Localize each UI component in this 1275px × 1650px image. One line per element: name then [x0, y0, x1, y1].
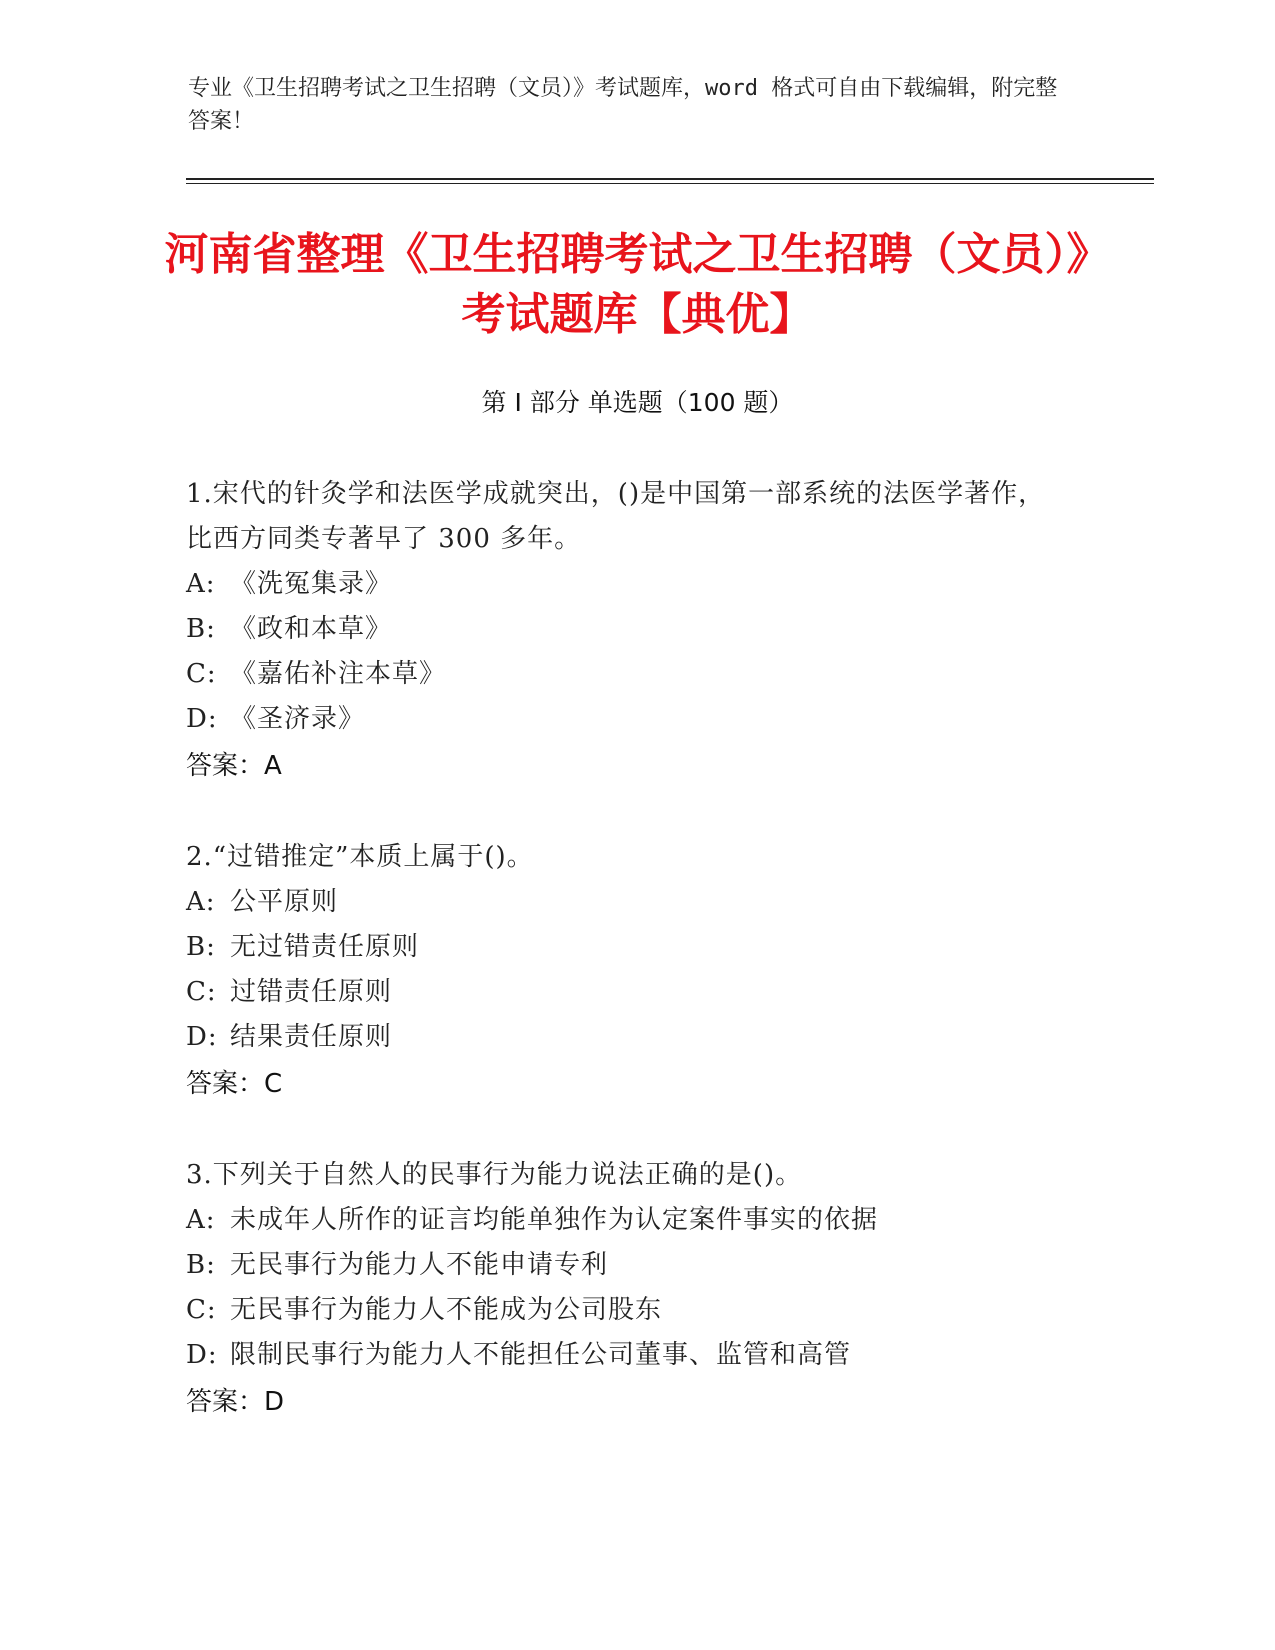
option-text: 无民事行为能力人不能申请专利 [230, 1250, 609, 1280]
option-text: 无过错责任原则 [230, 932, 420, 962]
question-option [186, 925, 1066, 970]
question-stem: 3.下列关于自然人的民事行为能力说法正确的是()。 [186, 1160, 803, 1190]
question-answer: 答案：D [186, 1387, 285, 1417]
question-block [186, 1153, 1066, 1426]
question-option [186, 607, 1066, 652]
question-block [186, 472, 1066, 790]
question-option [186, 970, 1066, 1015]
option-key: A: [186, 569, 216, 599]
option-text: 过错责任原则 [230, 977, 393, 1007]
option-text: 无民事行为能力人不能成为公司股东 [230, 1295, 663, 1325]
option-key: B: [186, 1250, 216, 1280]
question-option [186, 1198, 1066, 1243]
option-text: 《嘉佑补注本草》 [230, 659, 447, 689]
option-text: 公平原则 [230, 887, 339, 917]
question-option [186, 1288, 1066, 1333]
question-answer: 答案：A [186, 751, 282, 781]
option-key: D: [186, 704, 218, 734]
question-option [186, 562, 1066, 607]
option-text: 《洗冤集录》 [230, 569, 393, 599]
option-key: B: [186, 932, 216, 962]
question-option [186, 1243, 1066, 1288]
question-block [186, 835, 1066, 1108]
option-key: A: [186, 1205, 216, 1235]
option-key: C: [186, 659, 217, 689]
header-note: 专业《卫生招聘考试之卫生招聘（文员）》考试题库，word 格式可自由下载编辑，附完整答案！ [188, 76, 1058, 134]
section-title: 第 I 部分 单选题（100 题） [481, 388, 794, 417]
question-stem: 2.“过错推定”本质上属于()。 [186, 842, 534, 872]
header-divider-thin [186, 183, 1154, 184]
option-key: B: [186, 614, 216, 644]
option-text: 限制民事行为能力人不能担任公司董事、监管和高管 [230, 1340, 852, 1370]
option-key: C: [186, 1295, 217, 1325]
question-option [186, 1015, 1066, 1060]
option-key: D: [186, 1022, 218, 1052]
header-divider-thick [186, 178, 1154, 180]
document-title: 河南省整理《卫生招聘考试之卫生招聘（文员）》考试题库【典优】 [164, 229, 1111, 340]
question-option [186, 697, 1066, 742]
option-key: C: [186, 977, 217, 1007]
question-option [186, 880, 1066, 925]
option-text: 未成年人所作的证言均能单独作为认定案件事实的依据 [230, 1205, 879, 1235]
option-text: 《政和本草》 [230, 614, 393, 644]
option-text: 结果责任原则 [230, 1022, 393, 1052]
question-answer: 答案：C [186, 1069, 283, 1099]
option-text: 《圣济录》 [230, 704, 366, 734]
question-option [186, 1333, 1066, 1378]
question-option [186, 652, 1066, 697]
question-stem: 1.宋代的针灸学和法医学成就突出，()是中国第一部系统的法医学著作，比西方同类专著早了 300 多年。 [186, 479, 1046, 554]
option-key: D: [186, 1340, 218, 1370]
option-key: A: [186, 887, 216, 917]
